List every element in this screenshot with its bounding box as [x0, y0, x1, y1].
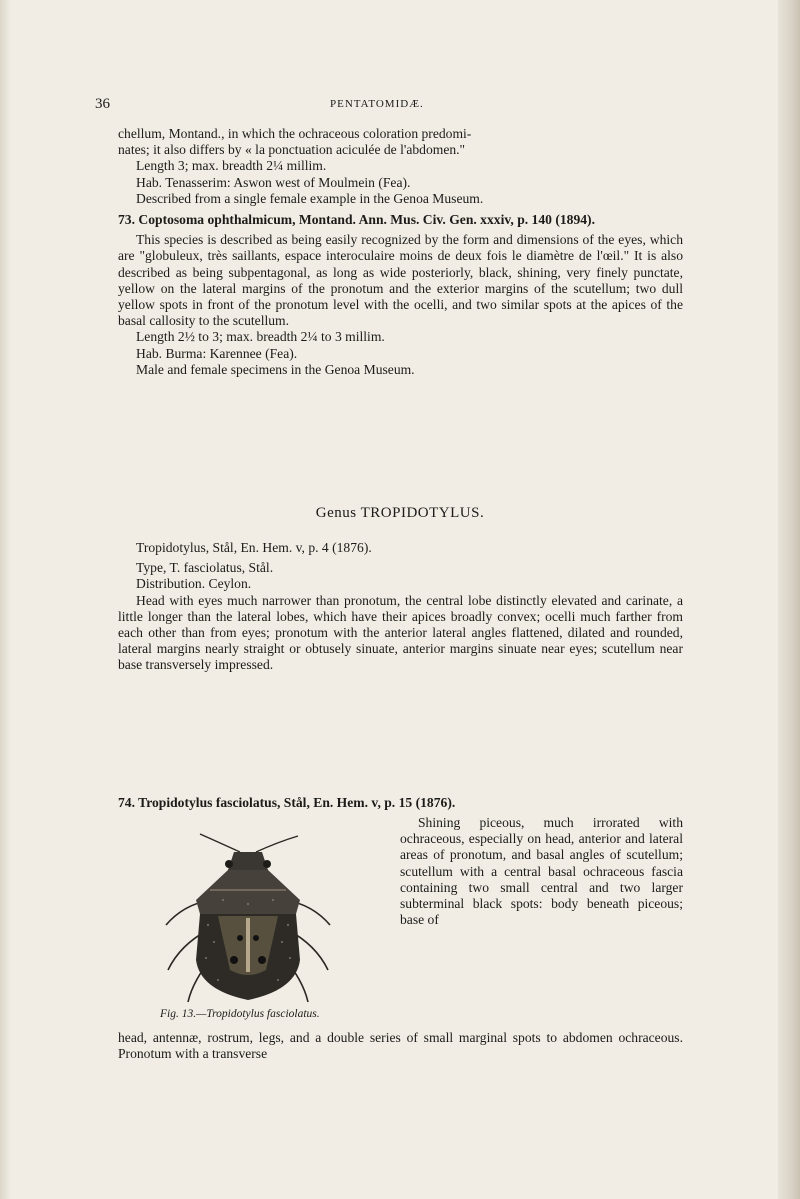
genus-distribution: Distribution. Ceylon. [136, 576, 252, 592]
species-74-entry [118, 795, 683, 811]
species-74-heading: 74. Tropidotylus fasciolatus, Stål, En. Hem. v, p. 15 (1876). [118, 795, 456, 810]
page-left-edge [0, 0, 10, 1199]
intro-habitat: Hab. Tenasserim: Aswon west of Moulmein (Fea). [136, 174, 411, 190]
genus-type: Type, T. fasciolatus, Stål. [136, 560, 274, 576]
species-74-body-tail-block [118, 1030, 683, 1062]
species-73-body: This species is described as being easily recognized by the form and dimensions of the eyes, which are "globuleux, très saillants, espace interoculaire moins de deux fois le diamètre de l'œil." It is also described as being subpentagonal, as long as wide posteriorly, black, shining, very finely punctate, yellow on the lateral margins of the pronotum and the exterior margins of the scutellum; two dull yellow spots in front of the pronotum level with the ocelli, and two similar spots at the apices of the basal callosity to the scutellum. [118, 232, 683, 329]
genus-entry [118, 540, 683, 674]
species-73-heading: 73. Coptosoma ophthalmicum, Montand. Ann. Mus. Civ. Gen. xxxiv, p. 140 (1894). [118, 212, 595, 227]
intro-length: Length 3; max. breadth 2¼ millim. [136, 158, 327, 174]
species-73-specimens: Male and female specimens in the Genoa Museum. [136, 361, 415, 377]
species-73-length: Length 2½ to 3; max. breadth 2¼ to 3 millim. [136, 329, 385, 345]
species-73-entry [118, 212, 683, 378]
species-74-body-tail: head, antennæ, rostrum, legs, and a double series of small marginal spots to abdomen ochraceous. Pronotum with a transverse [118, 1030, 683, 1062]
page-number: 36 [95, 96, 110, 112]
species-73-habitat: Hab. Burma: Karennee (Fea). [136, 345, 298, 361]
intro-line-2: nates; it also differs by « la ponctuation aciculée de l'abdomen." [118, 142, 466, 158]
figure-13-illustration [148, 830, 348, 1030]
running-title: PENTATOMIDÆ. [330, 98, 424, 110]
genus-description: Head with eyes much narrower than pronotum, the central lobe distinctly elevated and carinate, a little longer than the lateral lobes, which have their apices broadly convex; ocelli much farther from each other than from eyes; pronotum with the anterior lateral angles flattened, dilated and rounded, lateral margins nearly straight or obtusely sinuate, anterior margins sinuate near eyes; scutellum near base transversely impressed. [118, 592, 683, 673]
species-74-body-right: Shining piceous, much irrorated with ochraceous, especially on head, anterior and lateral areas of pronotum, and basal angles of scutellum; scutellum with a central basal ochraceous fascia containing two small central and two larger subterminal black spots: body beneath piceous; base of [400, 815, 683, 928]
genus-citation: Tropidotylus, Stål, En. Hem. v, p. 4 (1876). [136, 540, 372, 555]
page-binding-edge [778, 0, 800, 1199]
intro-described: Described from a single female example in the Genoa Museum. [136, 190, 484, 206]
intro-line-1: chellum, Montand., in which the ochraceous coloration predomi- [118, 126, 472, 141]
insect-drawing [148, 830, 348, 1010]
genus-heading: Genus TROPIDOTYLUS. [315, 505, 485, 521]
figure-caption: Fig. 13.—Tropidotylus fasciolatus. [160, 1008, 320, 1020]
intro-paragraph [118, 126, 683, 207]
species-74-body-column [400, 815, 683, 928]
